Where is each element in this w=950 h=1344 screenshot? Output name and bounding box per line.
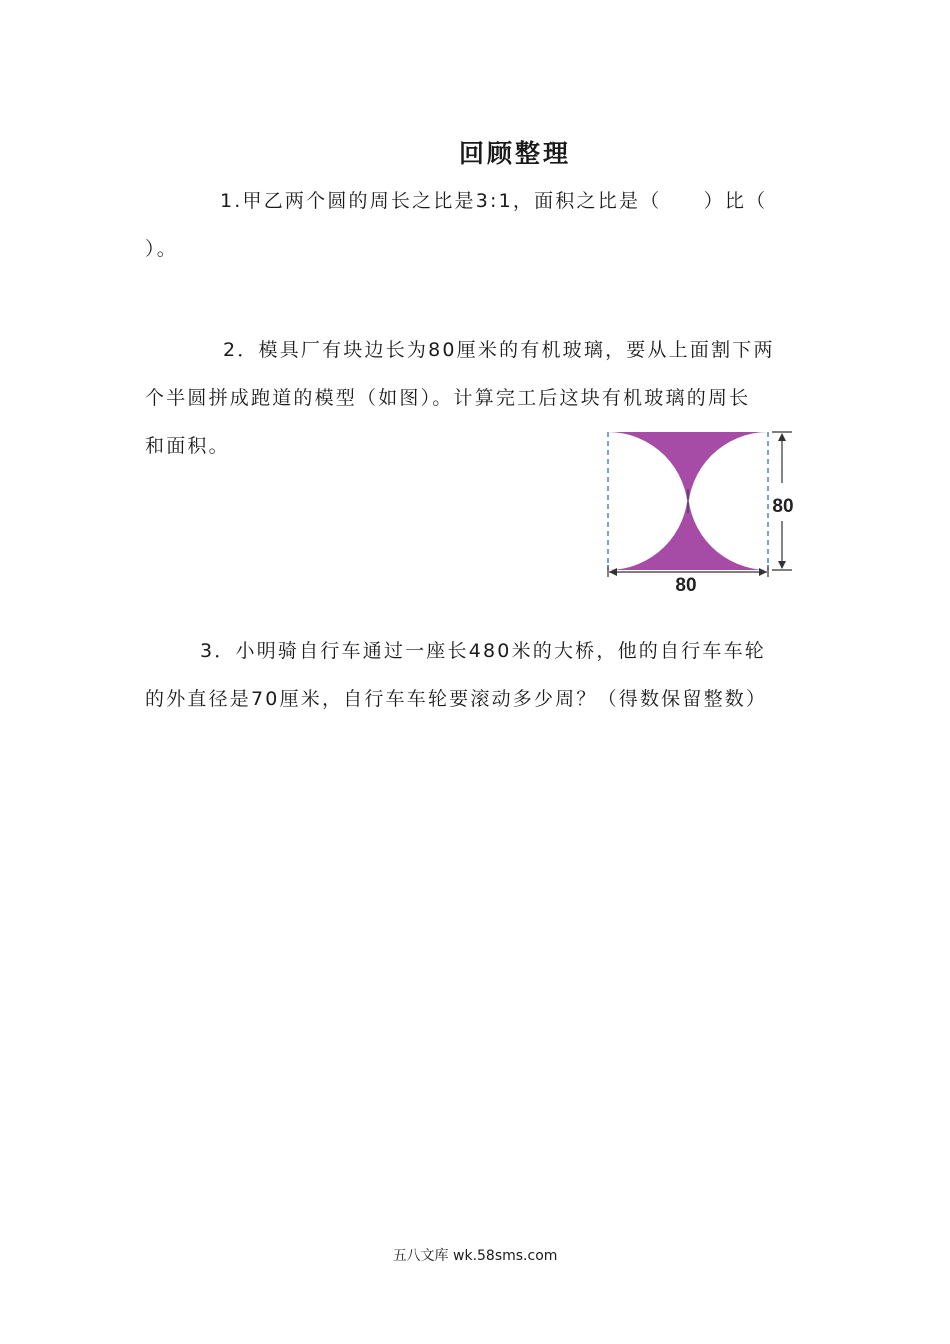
footer-source: 五八文库 wk.58sms.com [392, 1248, 558, 1264]
width-label: 80 [675, 575, 697, 595]
question-text-line: 甲乙两个圆的周长之比是3:1，面积之比是（ ）比（ [242, 190, 768, 212]
question-text-line: 的外直径是70厘米，自行车车轮要滚动多少周？（得数保留整数） [145, 688, 768, 710]
question-text-line: 个半圆拼成跑道的模型（如图）。计算完工后这块有机玻璃的周长 [145, 387, 751, 409]
question-number: 2． [223, 339, 259, 361]
question-text-line: 小明骑自行车通过一座长480米的大桥，他的自行车车轮 [235, 640, 766, 662]
question-number: 3． [200, 640, 236, 662]
arrow-right-icon [759, 568, 767, 576]
arrow-down-icon [778, 561, 786, 569]
racetrack-figure [596, 425, 806, 595]
question-text-line: ）。 [145, 238, 178, 260]
arrow-up-icon [778, 433, 786, 441]
racetrack-diagram [596, 425, 806, 595]
arrow-left-icon [609, 568, 617, 576]
page-title: 回顾整理 [458, 139, 571, 168]
height-label: 80 [772, 496, 794, 517]
question-number: 1. [220, 190, 243, 212]
question-text-line: 和面积。 [145, 435, 230, 457]
question-text-line: 模具厂有块边长为80厘米的有机玻璃，要从上面割下两 [258, 339, 775, 361]
question-1 [145, 177, 805, 273]
question-3 [145, 627, 805, 723]
